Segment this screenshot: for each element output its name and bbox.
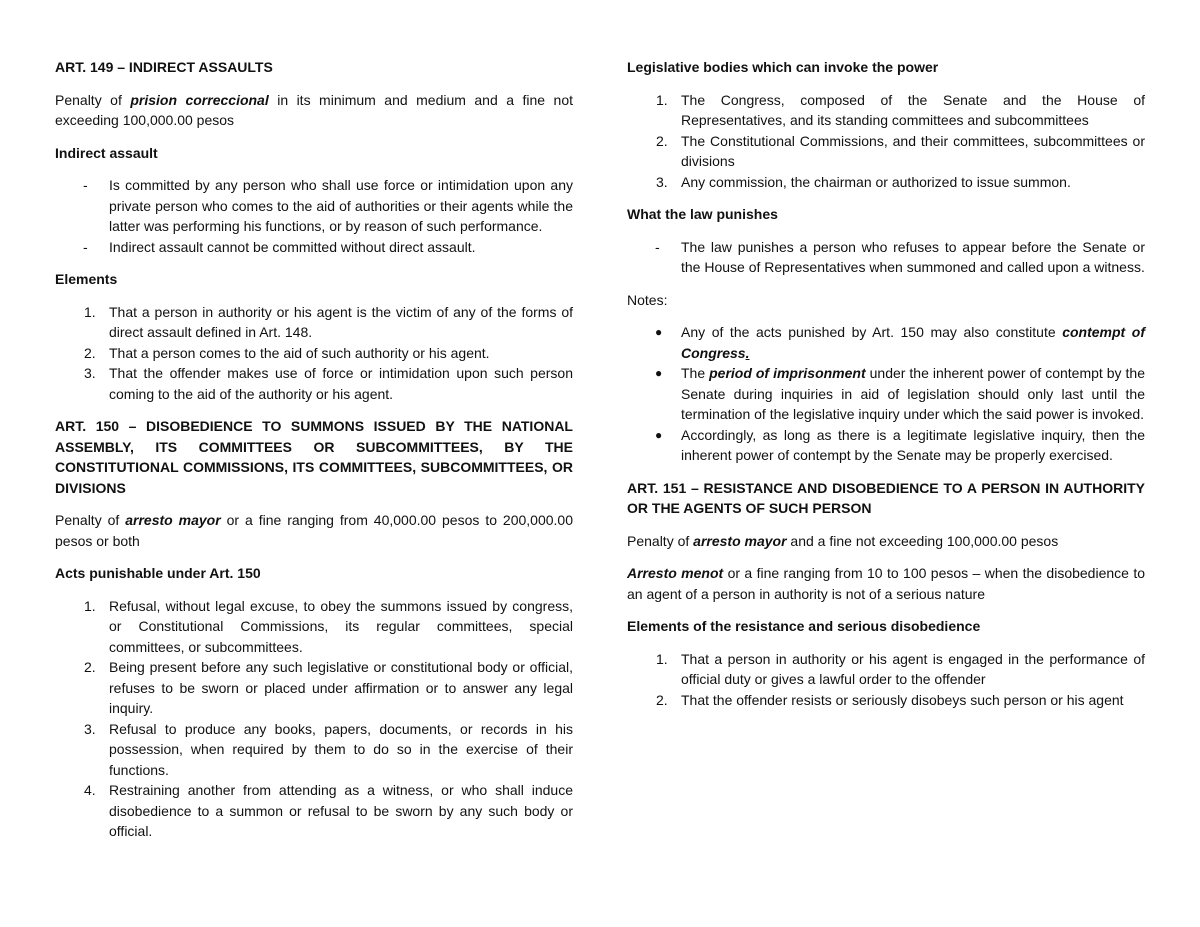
note-text: Accordingly, as long as there is a legitimate legislative inquiry, then the inherent power of contempt by the Senate may be properly exercised. <box>681 426 1145 463</box>
penalty-emphasis: arresto mayor <box>693 532 787 549</box>
list-item-text: That the offender resists or seriously disobeys such person or his agent <box>681 691 1124 708</box>
elements-heading: Elements <box>55 271 118 287</box>
number-marker: 3. <box>84 720 96 737</box>
number-marker: 3. <box>656 173 668 190</box>
bullet-marker: ● <box>655 325 663 339</box>
art149-title: ART. 149 – INDIRECT ASSAULTS <box>55 59 273 75</box>
law-punishes-list <box>627 237 1145 278</box>
acts-punishable-list <box>55 596 573 842</box>
acts-punishable-heading: Acts punishable under Art. 150 <box>55 565 261 581</box>
bullet-marker: ● <box>655 366 663 380</box>
dash-marker: - <box>83 177 88 193</box>
penalty-text: Penalty of <box>55 512 126 528</box>
list-item-text: That a person comes to the aid of such authority or his agent. <box>109 344 490 361</box>
art150-penalty <box>55 510 573 551</box>
list-item <box>55 363 573 404</box>
art150-title: ART. 150 – DISOBEDIENCE TO SUMMONS ISSUED BY THE NATIONAL ASSEMBLY, ITS COMMITTEES OR SUBCOMMITTEES, BY THE CONSTITUTIONAL COMMISSIONS, ITS COMMITTEES, SUBCOMMITTEES, OR DIVISIONS <box>55 418 573 496</box>
legislative-bodies-heading: Legislative bodies which can invoke the power <box>627 59 939 75</box>
elements-resistance-list <box>627 649 1145 711</box>
note-emphasis: period of imprisonment <box>709 365 866 381</box>
list-item-text: Restraining another from attending as a witness, or who shall induce disobedience to a summon or refusal to be sworn by any such body or official. <box>109 782 573 839</box>
list-item <box>627 237 1145 278</box>
number-marker: 2. <box>84 344 96 361</box>
list-item-text: Being present before any such legislative or constitutional body or official, refuses to be sworn or placed under affirmation or to answer any legal inquiry. <box>109 659 573 716</box>
list-item <box>627 363 1145 425</box>
penalty-emphasis: arresto mayor <box>125 512 221 528</box>
art151-title: ART. 151 – RESISTANCE AND DISOBEDIENCE TO A PERSON IN AUTHORITY OR THE AGENTS OF SUCH PERSON <box>627 479 1145 516</box>
list-item <box>627 172 1145 193</box>
note-text: Any of the acts punished by Art. 150 may also constitute <box>681 324 1063 340</box>
dash-marker: - <box>655 238 660 255</box>
number-marker: 3. <box>84 365 96 381</box>
note-text: . <box>745 344 750 361</box>
dash-marker: - <box>83 238 88 255</box>
right-column <box>627 57 1145 710</box>
list-item <box>627 690 1145 711</box>
list-item-text: The law punishes a person who refuses to appear before the Senate or the House of Representatives when summoned and called upon a witness. <box>681 238 1145 275</box>
art149-penalty <box>55 90 573 131</box>
penalty-text: or a fine ranging from 10 to 100 pesos – when the disobedience to an agent of a person in authority is not of a serious nature <box>627 565 1145 602</box>
list-item <box>627 649 1145 690</box>
penalty-text: in its minimum and medium and a fine not exceeding 100,000.00 pesos <box>55 91 573 128</box>
list-item-text: Any commission, the chairman or authorized to issue summon. <box>681 173 1071 190</box>
note-emphasis: contempt of Congress <box>681 324 1145 361</box>
list-item <box>627 90 1145 131</box>
notes-label: Notes: <box>627 291 668 308</box>
list-item <box>55 719 573 781</box>
list-item <box>55 596 573 658</box>
list-item-text: That a person in authority or his agent is the victim of any of the forms of direct assault defined in Art. 148. <box>109 303 573 340</box>
elements-list <box>55 302 573 405</box>
penalty-emphasis: prision correccional <box>130 91 269 108</box>
number-marker: 1. <box>84 303 96 320</box>
elements-resistance-heading: Elements of the resistance and serious disobedience <box>627 618 981 634</box>
list-item-text: That the offender makes use of force or intimidation upon such person coming to the aid of the authority or his agent. <box>109 365 573 402</box>
list-item <box>627 425 1145 466</box>
number-marker: 4. <box>84 782 96 798</box>
list-item-text: Indirect assault cannot be committed without direct assault. <box>109 238 476 255</box>
bullet-marker: ● <box>655 427 663 442</box>
list-item <box>55 175 573 237</box>
list-item-text: Refusal, without legal excuse, to obey the summons issued by congress, or Constitutional Commissions, its regular committees, special committees, or subcommittees. <box>109 597 573 655</box>
notes-list <box>627 322 1145 466</box>
indirect-assault-list <box>55 175 573 257</box>
list-item-text: The Congress, composed of the Senate and the House of Representatives, and its standing committees and subcommittees <box>681 91 1145 128</box>
left-column <box>55 57 573 842</box>
number-marker: 1. <box>656 91 668 108</box>
list-item <box>627 131 1145 172</box>
number-marker: 2. <box>656 132 668 149</box>
indirect-assault-heading: Indirect assault <box>55 144 158 161</box>
penalty-text: Penalty of <box>627 532 694 549</box>
penalty-text: or a fine ranging from 40,000.00 pesos to 200,000.00 pesos or both <box>55 512 573 549</box>
penalty-emphasis: Arresto menot <box>627 565 724 581</box>
number-marker: 2. <box>656 691 668 708</box>
number-marker: 1. <box>656 650 668 667</box>
list-item <box>55 343 573 364</box>
penalty-text: and a fine not exceeding 100,000.00 pesos <box>786 532 1059 549</box>
list-item-text: The Constitutional Commissions, and their committees, subcommittees or divisions <box>681 132 1145 169</box>
arresto-menor-paragraph <box>627 563 1145 604</box>
list-item-text: That a person in authority or his agent is engaged in the performance of official duty or gives a lawful order to the offender <box>681 650 1145 687</box>
list-item <box>627 322 1145 363</box>
law-punishes-heading: What the law punishes <box>627 206 778 222</box>
list-item <box>55 302 573 343</box>
art151-penalty <box>627 531 1145 552</box>
legislative-bodies-list <box>627 90 1145 193</box>
list-item <box>55 657 573 719</box>
number-marker: 1. <box>84 597 96 614</box>
penalty-text: Penalty of <box>55 91 131 108</box>
list-item-text: Refusal to produce any books, papers, documents, or records in his possession, when required by them to do so in the exercise of their functions. <box>109 720 573 778</box>
list-item <box>55 237 573 258</box>
note-text: The <box>681 365 710 381</box>
list-item-text: Is committed by any person who shall use force or intimidation upon any private person who comes to the aid of authorities or their agents while the latter was performing his functions, or by reason of such performance. <box>109 177 573 234</box>
number-marker: 2. <box>84 659 96 675</box>
note-text: under the inherent power of contempt by the Senate during inquiries in aid of legislation should only last until the termination of the legislative inquiry under which the said power is invoked. <box>681 365 1145 422</box>
list-item <box>55 780 573 842</box>
